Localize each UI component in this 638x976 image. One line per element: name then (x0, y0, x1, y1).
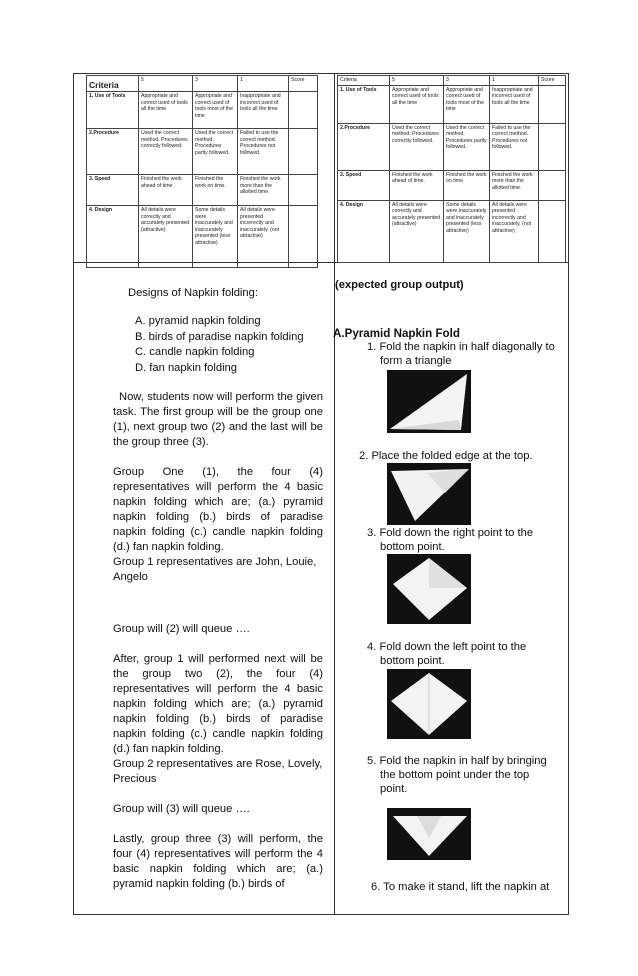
column-divider (334, 73, 335, 915)
paragraph-text: Group will (2) will queue …. (113, 623, 250, 635)
rubric-row (87, 175, 318, 206)
rubric-table-right (337, 75, 566, 263)
napkin-photo-3 (387, 554, 471, 624)
rubric-cell: All details were correctly and accurately presented (attractive) (139, 206, 193, 268)
rubric-cell: Used the correct method. Procedures correctly followed. (390, 123, 444, 170)
rubric-header-5: 5 (139, 76, 193, 92)
rubric-criteria: 2.Procedure (338, 123, 390, 170)
rubric-header-row (87, 76, 318, 92)
rubric-header-criteria: Criteria (338, 76, 390, 86)
rubric-cell: Appropriate and correct used of tools most of the time (193, 92, 238, 129)
rubric-cell: Appropriate and correct used of tools all the time (139, 92, 193, 129)
rubric-score-cell (289, 92, 318, 129)
queue-three-line (113, 802, 323, 817)
step-text: bottom point. (380, 541, 445, 553)
rubric-score-cell (539, 170, 566, 200)
napkin-diamond-folded-image (387, 669, 471, 739)
rubric-cell: Finished the work ahead of time. (390, 170, 444, 200)
napkin-folded-triangle-image (387, 808, 471, 860)
rubric-header-5: 5 (390, 76, 444, 86)
expected-output-heading: (expected group output) (335, 279, 464, 291)
rubric-row (338, 200, 566, 262)
napkin-photo-1 (387, 370, 471, 433)
rubric-score-cell (289, 175, 318, 206)
step-text: 6. To make it stand, lift the napkin at (371, 881, 550, 893)
paragraph-text: Group will (3) will queue …. (113, 803, 250, 815)
napkin-photo-5 (387, 808, 471, 860)
rubric-header-row (338, 76, 566, 86)
napkin-inverted-triangle-image (387, 463, 471, 525)
rubric-criteria: 4. Design (87, 206, 139, 268)
rubric-cell: Some details were inaccurately and inaccurately presented (less attractive) (193, 206, 238, 268)
paragraph-text: Lastly, group three (3) will perform, the four (4) representatives will perform the 4 basic napkin folding which are; (a.) pyramid napkin folding (b.) birds of (113, 833, 323, 890)
rubric-score-cell (539, 123, 566, 170)
step-text: the bottom point under the top (380, 769, 530, 781)
rubric-cell: Finished the work more than the allotted time. (490, 170, 539, 200)
list-item: C. candle napkin folding (135, 346, 255, 358)
rubric-criteria: 1. Use of Tools (338, 85, 390, 123)
list-item: D. fan napkin folding (135, 361, 237, 374)
rubric-cell: Finished the work ahead of time. (139, 175, 193, 206)
step-text: 1. Fold the napkin in half diagonally to (367, 341, 555, 353)
rubric-cell: All details were presented incorrectly and inaccurately. (not attractive) (490, 200, 539, 262)
rubric-criteria: 3. Speed (338, 170, 390, 200)
step-text: point. (380, 783, 408, 795)
paragraph-text: After, group 1 will performed next will be the group two (2), the four (4) representatives will perform the 4 basic napkin folding which are; (a.) pyramid napkin folding (b.) birds of paradise napkin folding (c.) candle napkin folding (d.) fan napkin folding. (113, 653, 323, 755)
rubric-cell: Some details were inaccurately and inaccurately presented (less attractive) (444, 200, 490, 262)
paragraph-text: Group One (1), the four (4) representatives will perform the 4 basic napkin folding which are; (a.) pyramid napkin folding (b.) birds of paradise napkin folding (c.) candle napkin folding (d.) fan napkin folding. (113, 466, 323, 553)
rubric-cell: Finished the work on time. (444, 170, 490, 200)
rubric-score-cell (289, 206, 318, 268)
rubric-criteria: 4. Design (338, 200, 390, 262)
step-text: 3. Fold down the right point to the (367, 527, 534, 539)
rubric-cell: All details were correctly and accurately presented (attractive) (390, 200, 444, 262)
list-item: B. birds of paradise napkin folding (135, 330, 304, 343)
rubric-header-1: 1 (238, 76, 289, 92)
group-two-paragraph (113, 652, 323, 787)
rubric-cell: Used the correct method. Procedures partly followed. (444, 123, 490, 170)
design-list (135, 314, 304, 376)
rubric-score-cell (539, 200, 566, 262)
rubric-header-1: 1 (490, 76, 539, 86)
rubric-cell: Appropriate and correct used of tools all the time (390, 85, 444, 123)
list-item: A. pyramid napkin folding (135, 315, 261, 327)
rubric-cell: All details were presented incorrectly and inaccurately. (not attractive) (238, 206, 289, 268)
rubric-criteria: 2.Procedure (87, 129, 139, 175)
rubric-row (87, 92, 318, 129)
step-3 (367, 526, 562, 554)
rubric-cell: Inappropriate and incorrect used of tools all the time (238, 92, 289, 129)
rubric-row (338, 123, 566, 170)
rubric-criteria: 3. Speed (87, 175, 139, 206)
rubric-cell: Used the correct method. Procedures correctly followed. (139, 129, 193, 175)
rubric-header-score: Score (539, 76, 566, 86)
napkin-triangle-image (387, 370, 471, 433)
step-text: 5. Fold the napkin in half by bringing (367, 755, 547, 767)
rubric-row (87, 129, 318, 175)
rubric-cell: Finished the work on time. (193, 175, 238, 206)
rubric-cell: Failed to use the correct method. Procedures not followed. (490, 123, 539, 170)
designs-title: Designs of Napkin folding: (128, 287, 258, 299)
rubric-header-criteria: Criteria (87, 76, 139, 92)
napkin-photo-4 (387, 669, 471, 739)
paragraph-text: Now, students now will perform the given task. The first group will be the group one (1), next group two (2) and the last will be the group three (3). (113, 391, 323, 448)
paragraph-text: Group 2 representatives are Rose, Lovely, Precious (113, 758, 323, 785)
napkin-photo-2 (387, 463, 471, 525)
paragraph-text: Group 1 representatives are John, Louie, Angelo (113, 556, 317, 583)
intro-paragraph (113, 390, 323, 450)
rubric-row (87, 206, 318, 268)
rubric-row (338, 85, 566, 123)
rubric-cell: Failed to use the correct method. Procedures not followed. (238, 129, 289, 175)
napkin-diamond-image (387, 554, 471, 624)
rubric-table-left (86, 75, 318, 268)
rubric-header-score: Score (289, 76, 318, 92)
rubric-header-3: 3 (444, 76, 490, 86)
group-one-paragraph (113, 465, 323, 585)
pyramid-fold-heading: A.Pyramid Napkin Fold (333, 327, 460, 340)
step-1 (367, 340, 562, 368)
rubric-criteria: 1. Use of Tools (87, 92, 139, 129)
step-5 (367, 754, 562, 796)
rubric-cell: Used the correct method. Procedures partly followed. (193, 129, 238, 175)
group-three-paragraph (113, 832, 323, 892)
step-6 (371, 880, 566, 894)
rubric-row (338, 170, 566, 200)
queue-two-line (113, 622, 323, 637)
rubric-header-3: 3 (193, 76, 238, 92)
step-text: bottom point. (380, 655, 445, 667)
step-text: 4. Fold down the left point to the (367, 641, 527, 653)
rubric-cell: Finished the work more than the allotted time. (238, 175, 289, 206)
rubric-cell: Appropriate and correct used of tools most of the time (444, 85, 490, 123)
step-4 (367, 640, 562, 668)
step-text: form a triangle (380, 355, 452, 367)
rubric-cell: Inappropriate and incorrect used of tools all the time (490, 85, 539, 123)
rubric-score-cell (539, 85, 566, 123)
rubric-score-cell (289, 129, 318, 175)
step-text: 2. Place the folded edge at the top. (359, 450, 533, 462)
step-2 (359, 449, 554, 463)
